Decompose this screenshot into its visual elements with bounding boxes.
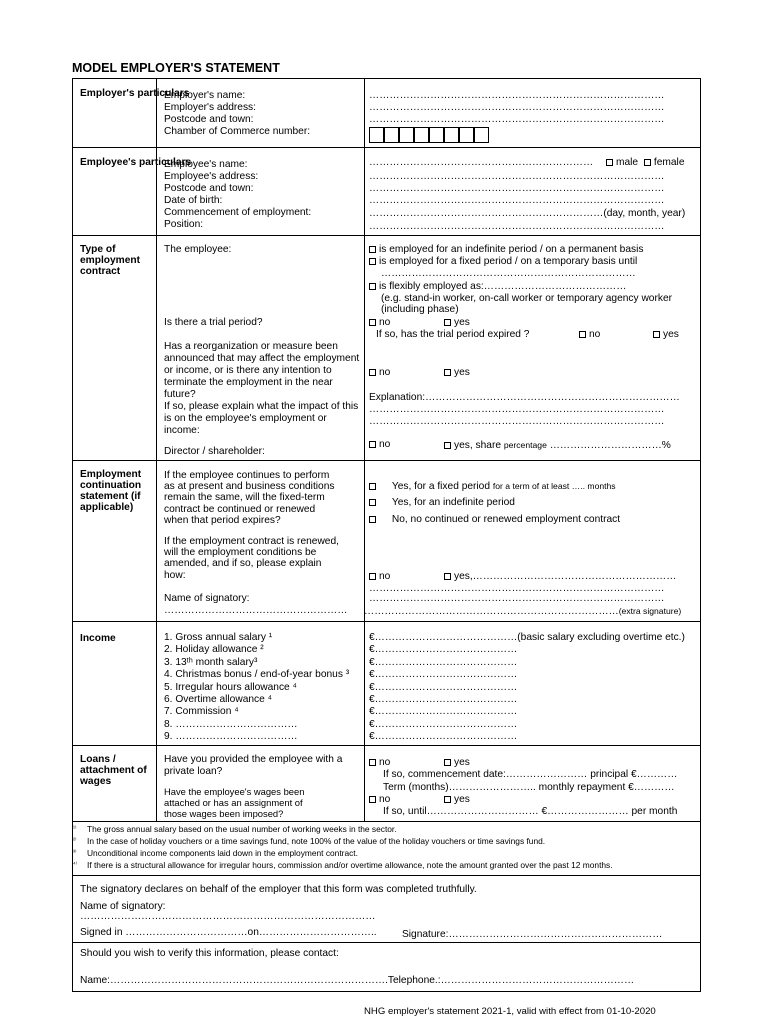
employee-label-address: Employee's address:	[164, 171, 259, 182]
income-item: 8. ………………………………	[164, 718, 298, 730]
contract-employee-label: The employee:	[164, 244, 232, 255]
income-amount-field: €……………………………………	[369, 681, 518, 693]
income-item: 9. ………………………………	[164, 731, 298, 743]
employee-label-position: Position:	[164, 219, 204, 230]
income-amount-field: €……………………………………	[369, 718, 518, 730]
no-renewal-checkbox[interactable]	[369, 516, 376, 523]
explanation-field[interactable]: Explanation:…………………………………………………………………	[369, 392, 680, 403]
reorg-no[interactable]: no	[369, 367, 390, 379]
yes-checkbox[interactable]	[444, 573, 451, 580]
fixed-checkbox[interactable]	[369, 258, 376, 265]
trial-no[interactable]: no	[369, 317, 390, 329]
row-divider	[72, 621, 701, 622]
footer-version: NHG employer's statement 2021-1, valid with effect from 01-10-2020	[364, 1006, 656, 1017]
footnote: ¹⁾ The gross annual salary based on the usual number of working weeks in the sector.	[73, 824, 397, 834]
employer-address-field[interactable]: ……………………………………………………………………………	[369, 102, 665, 113]
employee-postcode-field[interactable]: ……………………………………………………………………………	[369, 183, 665, 194]
income-items	[164, 632, 349, 744]
income-item: 7. Commission ⁴	[164, 706, 239, 718]
reorg-yes[interactable]: yes	[444, 367, 470, 379]
income-item: 2. Holiday allowance ²	[164, 644, 264, 656]
column-divider	[364, 78, 365, 821]
page-title: MODEL EMPLOYER'S STATEMENT	[72, 61, 280, 75]
income-amount-field: €……………………………………(basic salary excluding overtime etc.)	[369, 632, 685, 643]
income-item: 6. Overtime allowance ⁴	[164, 694, 272, 706]
yes-checkbox[interactable]	[653, 331, 660, 338]
employee-heading: Employee's particulars	[80, 157, 192, 168]
employer-heading: Employer's particulars	[80, 88, 190, 99]
signature-field[interactable]: Signature:………………………………………………………	[402, 929, 663, 940]
flex-note: (e.g. stand-in worker, on-call worker or temporary agency worker	[381, 293, 673, 304]
fixed-until-field[interactable]: …………………………………………………………………	[381, 268, 636, 279]
yes-checkbox[interactable]	[444, 442, 451, 449]
flex-note: (including phase)	[381, 304, 459, 315]
employee-commencement-field[interactable]: ……………………………………………………………(day, month, year)	[369, 208, 686, 219]
employee-label-name: Employee's name:	[164, 159, 248, 170]
income-amount-field: €……………………………………	[369, 706, 518, 718]
footnotes	[73, 823, 613, 871]
loans-heading: Loans / attachment of wages	[80, 754, 147, 787]
no-checkbox[interactable]	[369, 759, 376, 766]
director-question: Director / shareholder:	[164, 446, 265, 457]
director-yes[interactable]: yes, share percentage ……………………………%	[444, 439, 671, 452]
footnote: ³⁾ Unconditional income components laid down in the employment contract.	[73, 848, 358, 858]
income-amount-field: €……………………………………	[369, 656, 518, 668]
row-divider	[72, 942, 701, 943]
employee-position-field[interactable]: ……………………………………………………………………………	[369, 221, 665, 232]
explanation-line[interactable]: ……………………………………………………………………………	[369, 404, 665, 415]
no-checkbox[interactable]	[369, 369, 376, 376]
renewal-question: If the employment contract is renewed, will the employment conditions be amended, and if so, please explain how:	[164, 536, 339, 581]
row-divider	[72, 235, 701, 236]
signed-in-field[interactable]: Signed in ………………………………on……………………………..	[80, 927, 377, 938]
declaration-signatory-label: Name of signatory:	[80, 901, 166, 912]
income-amounts[interactable]	[369, 632, 685, 744]
no-checkbox[interactable]	[369, 573, 376, 580]
yes-checkbox[interactable]	[444, 796, 451, 803]
row-divider	[72, 821, 701, 822]
flex-option[interactable]: is flexibly employed as:……………………………………	[369, 281, 626, 293]
row-divider	[72, 78, 701, 79]
yes-checkbox[interactable]	[444, 319, 451, 326]
employer-label-address: Employer's address:	[164, 102, 256, 113]
income-item: 5. Irregular hours allowance ⁴	[164, 681, 297, 693]
fixed-option[interactable]: is employed for a fixed period / on a temporary basis until	[369, 256, 637, 268]
trial-expired-no[interactable]: no	[579, 329, 600, 341]
indefinite-checkbox[interactable]	[369, 246, 376, 253]
director-no[interactable]: no	[369, 439, 390, 451]
no-checkbox[interactable]	[369, 441, 376, 448]
trial-question: Is there a trial period?	[164, 317, 263, 328]
frame-right	[700, 78, 701, 992]
no-checkbox[interactable]	[579, 331, 586, 338]
flex-checkbox[interactable]	[369, 283, 376, 290]
continuation-fixed-option[interactable]: Yes, for a fixed period for a term of at least ….. months	[369, 480, 616, 493]
female-checkbox[interactable]	[644, 159, 651, 166]
employee-label-dob: Date of birth:	[164, 195, 223, 206]
employer-label-postcode: Postcode and town:	[164, 114, 254, 125]
reorg-question: Has a reorganization or measure been announced that may affect the employment or income, or is there any intention to terminate the employment in the near future? If so, please explain what the impact of this is on the employee's employment or income:	[164, 341, 360, 436]
indefinite-option[interactable]: is employed for an indefinite period / on a permanent basis	[369, 244, 643, 256]
continuation-heading: Employment continuation statement (if applicable)	[80, 469, 142, 513]
declaration-signatory-field[interactable]: ……………………………………………………………………………	[80, 911, 376, 922]
income-item: 1. Gross annual salary ¹	[164, 632, 273, 643]
trial-expired-yes[interactable]: yes	[653, 329, 679, 341]
declaration-text: The signatory declares on behalf of the employer that this form was completed truthfully.	[80, 884, 477, 895]
employer-label-name: Employer's name:	[164, 90, 246, 101]
employee-dob-field[interactable]: ……………………………………………………………………………	[369, 195, 665, 206]
renewal-no[interactable]: no	[369, 571, 390, 583]
continuation-indefinite-option[interactable]: Yes, for an indefinite period	[369, 497, 515, 509]
no-checkbox[interactable]	[369, 319, 376, 326]
row-divider	[72, 991, 701, 992]
contact-text: Should you wish to verify this information, please contact:	[80, 948, 339, 959]
continuation-no-option[interactable]: No, no continued or renewed employment contract	[369, 514, 620, 526]
trial-yes[interactable]: yes	[444, 317, 470, 329]
income-item: 3. 13ᵗʰ month salary³	[164, 656, 258, 668]
row-divider	[72, 875, 701, 876]
employer-label-coc: Chamber of Commerce number:	[164, 126, 311, 137]
indefinite-period-checkbox[interactable]	[369, 499, 376, 506]
renewal-explanation-line[interactable]: ……………………………………………………………………………	[369, 583, 665, 594]
income-item: 4. Christmas bonus / end-of-year bonus ³	[164, 669, 350, 681]
income-amount-field: €……………………………………	[369, 669, 518, 681]
attachment-no[interactable]: no	[369, 794, 390, 806]
income-amount-field: €……………………………………	[369, 644, 518, 656]
income-heading: Income	[80, 633, 116, 644]
renewal-yes[interactable]: yes,……………………………………………………	[444, 571, 676, 583]
employee-address-field[interactable]: ……………………………………………………………………………	[369, 171, 665, 182]
continuation-signatory-field[interactable]: ………………………………………………	[164, 605, 348, 616]
income-amount-field: €……………………………………	[369, 731, 518, 743]
renewal-explanation-line[interactable]: ……………………………………………………………………………	[369, 593, 665, 604]
continuation-signatory-label: Name of signatory:	[164, 593, 250, 604]
loan-yes[interactable]: yes	[444, 757, 470, 769]
continuation-question: If the employee continues to perform as at present and business conditions remain the same, will the fixed-term contract be continued or renewed when that period expires?	[164, 470, 335, 526]
trial-expired-question: If so, has the trial period expired ?	[376, 329, 530, 340]
loan-no[interactable]: no	[369, 757, 390, 769]
yes-checkbox[interactable]	[444, 369, 451, 376]
attachment-yes[interactable]: yes	[444, 794, 470, 806]
explanation-line[interactable]: ……………………………………………………………………………	[369, 416, 665, 427]
row-divider	[72, 745, 701, 746]
row-divider	[72, 460, 701, 461]
attachment-question: Have the employee's wages been attached or has an assignment of those wages been imposed?	[164, 786, 305, 819]
income-amount-field: €……………………………………	[369, 694, 518, 706]
column-divider	[156, 78, 157, 821]
footnote: ²⁾ In the case of holiday vouchers or a time savings fund, note 100% of the value of the holiday vouchers or time savings fund.	[73, 836, 546, 846]
footnote: ⁴⁾ If there is a structural allowance for irregular hours, commission and/or overtime allowance, note the amount granted over the past 12 months.	[73, 860, 613, 870]
row-divider	[72, 147, 701, 148]
employer-postcode-field[interactable]: ……………………………………………………………………………	[369, 114, 665, 125]
loan-question: Have you provided the employee with a private loan?	[164, 754, 343, 777]
male-checkbox[interactable]	[606, 159, 613, 166]
attachment-until-field[interactable]: If so, until…………………………… €…………………… per month	[383, 806, 678, 817]
loan-commencement-field[interactable]: If so, commencement date:…………………… principal €…………	[383, 769, 678, 780]
employee-label-postcode: Postcode and town:	[164, 183, 254, 194]
contact-name-telephone-field[interactable]: Name:……………………………………………………………………….Telephone.:…………………………………………………	[80, 975, 635, 986]
fixed-period-checkbox[interactable]	[369, 483, 376, 490]
employer-name-field[interactable]: ……………………………………………………………………………	[369, 90, 665, 101]
yes-checkbox[interactable]	[444, 759, 451, 766]
employee-label-commencement: Commencement of employment:	[164, 207, 312, 218]
extra-signature-field[interactable]: …………………………………………………………………(extra signature)	[364, 606, 682, 617]
employee-name-field[interactable]: ………………………………………………………… male female	[369, 157, 685, 168]
no-checkbox[interactable]	[369, 796, 376, 803]
loan-term-field[interactable]: Term (months)…………………….. monthly repayment €…………	[383, 782, 675, 793]
contract-heading: Type of employment contract	[80, 244, 141, 277]
